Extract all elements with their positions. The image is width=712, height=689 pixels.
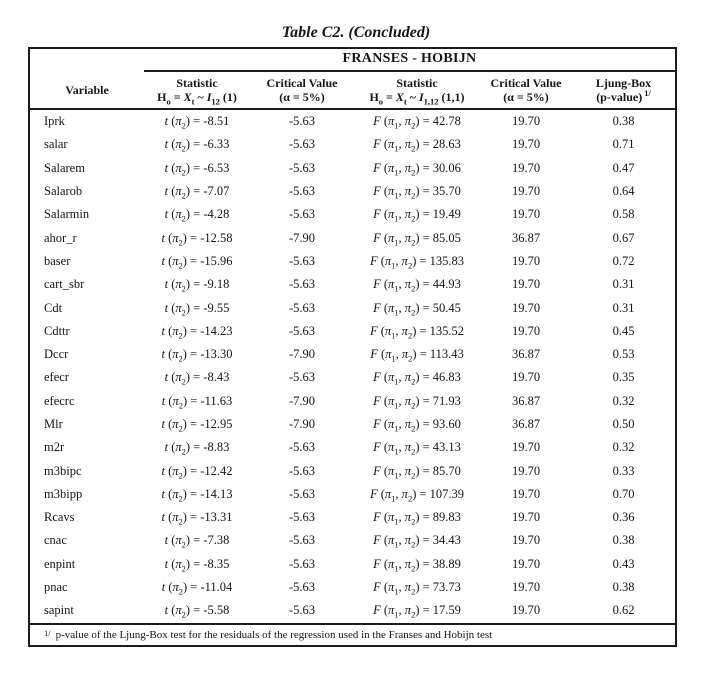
table-row <box>30 250 675 273</box>
ljung-box-cell: 0.31 <box>612 277 635 292</box>
t-statistic-cell: t $(\pi_2) = -12.58$ <box>161 230 233 248</box>
table-row <box>30 390 675 413</box>
t-statistic-cell: t $(\pi_2) = -15.96$ <box>161 253 233 271</box>
t-statistic-cell: t $(\pi_2) = -14.23$ <box>161 323 233 341</box>
variable-cell: baser <box>44 253 71 268</box>
f-statistic-cell: F ($\pi_1$, $\pi_2) = 30.06$ <box>373 160 461 178</box>
critical-value-1-cell: -5.63 <box>288 486 316 501</box>
critical-value-2-cell: 19.70 <box>511 253 541 268</box>
t-statistic-cell: t $(\pi_2) = -6.33$ <box>164 137 230 154</box>
ljung-box-cell: 0.32 <box>612 440 635 455</box>
t-statistic-cell: t $(\pi_2) = -11.63$ <box>161 393 233 411</box>
f-statistic-cell: F ($\pi_1$, $\pi_2) = 43.13$ <box>373 440 461 457</box>
critical-value-1-cell: -7.90 <box>288 347 316 362</box>
critical-value-2-title: Critical Value <box>490 76 562 90</box>
critical-value-2-cell: 19.70 <box>511 463 541 478</box>
t-statistic-cell: t $(\pi_2) = -12.42$ <box>161 463 233 481</box>
table-row <box>30 413 675 436</box>
ljung-box-cell: 0.38 <box>612 114 635 129</box>
ljung-box-cell: 0.53 <box>612 347 635 362</box>
critical-value-1-cell: -5.63 <box>288 533 316 548</box>
variable-cell: Cdt <box>44 300 63 315</box>
critical-value-2-cell: 19.70 <box>511 603 541 618</box>
column-header-critical-value-2 <box>480 72 572 108</box>
ljung-box-cell: 0.32 <box>612 393 635 408</box>
critical-value-2-cell: 36.87 <box>511 393 541 408</box>
critical-value-2-cell: 19.70 <box>511 533 541 548</box>
ljung-box-cell: 0.38 <box>612 580 635 595</box>
column-header-ljung-box <box>572 72 675 108</box>
critical-value-2-cell: 19.70 <box>511 370 541 385</box>
ljung-box-cell: 0.64 <box>612 184 635 199</box>
critical-value-1-cell: -5.63 <box>288 207 316 222</box>
f-statistic-cell: F ($\pi_1$, $\pi_2) = 34.43$ <box>373 533 461 550</box>
variable-cell: Salarem <box>44 160 85 175</box>
variable-cell: enpint <box>44 556 76 571</box>
ljung-box-cell: 0.47 <box>612 160 635 175</box>
f-statistic-cell: F ($\pi_1$, $\pi_2) = 135.83$ <box>369 253 465 271</box>
column-header-row <box>30 72 675 110</box>
ljung-box-cell: 0.38 <box>612 533 635 548</box>
ljung-box-cell: 0.36 <box>612 510 635 525</box>
variable-cell: sapint <box>44 603 74 618</box>
t-statistic-cell: t $(\pi_2) = -5.58$ <box>164 603 230 620</box>
table-row <box>30 133 675 156</box>
ljung-box-cell: 0.58 <box>612 207 635 222</box>
table-row <box>30 553 675 576</box>
table-title: Table C2. (Concluded) <box>281 24 431 41</box>
ljung-box-cell: 0.71 <box>612 137 635 152</box>
ljung-box-cell: 0.31 <box>612 300 635 315</box>
table-row <box>30 366 675 389</box>
f-statistic-cell: F ($\pi_1$, $\pi_2) = 42.78$ <box>373 114 461 131</box>
f-statistic-cell: F ($\pi_1$, $\pi_2) = 38.89$ <box>373 556 461 574</box>
ljung-box-cell: 0.50 <box>612 417 635 431</box>
t-statistic-cell: t $(\pi_2) = -13.30$ <box>161 347 233 364</box>
f-statistic-cell: F ($\pi_1$, $\pi_2) = 135.52$ <box>369 323 465 341</box>
critical-value-1-cell: -5.63 <box>288 510 316 525</box>
ljung-box-cell: 0.72 <box>612 253 635 268</box>
variable-cell: Iprk <box>44 114 65 129</box>
statistic-f-title: Statistic <box>396 76 438 90</box>
critical-value-1-cell: -5.63 <box>288 580 316 595</box>
critical-value-1-cell: -5.63 <box>288 253 316 268</box>
t-statistic-cell: t $(\pi_2) = -6.53$ <box>164 160 230 178</box>
group-header: FRANSES - HOBIJN <box>144 49 675 72</box>
critical-value-2-cell: 36.87 <box>511 230 541 245</box>
critical-value-2-cell: 19.70 <box>511 580 541 595</box>
ljung-box-cell: 0.67 <box>612 230 635 245</box>
table-row <box>30 226 675 249</box>
t-statistic-cell: t $(\pi_2) = -7.38$ <box>164 533 230 550</box>
hypothesis-t: $H_o = X_t$ ~ $I_{12}$ (1) <box>157 90 237 107</box>
critical-value-1-cell: -5.63 <box>288 300 316 315</box>
variable-cell: Salarob <box>44 184 83 199</box>
ljung-box-subtitle: (p-value) $^{1/}$ <box>596 88 651 104</box>
critical-value-1-title: Critical Value <box>266 76 338 90</box>
f-statistic-cell: F ($\pi_1$, $\pi_2) = 46.83$ <box>373 370 461 387</box>
t-statistic-cell: t $(\pi_2) = -7.07$ <box>164 184 230 201</box>
footnote-marker: 1/ <box>644 88 651 98</box>
f-statistic-cell: F ($\pi_1$, $\pi_2) = 28.63$ <box>373 137 461 154</box>
table-row <box>30 273 675 296</box>
table-body <box>30 110 675 623</box>
critical-value-1-cell: -5.63 <box>288 160 316 175</box>
critical-value-2-cell: 19.70 <box>511 556 541 571</box>
alpha-level-2: (α = 5%) <box>503 90 549 104</box>
critical-value-1-cell: -5.63 <box>288 603 316 618</box>
footnote-text: p-value of the Ljung-Box test for the residuals of the regression used in the Franses and Hobijn test <box>55 629 493 641</box>
f-statistic-cell: F ($\pi_1$, $\pi_2) = 17.59$ <box>373 603 461 620</box>
hypothesis-f: $H_o = X_t$ ~ $I_{1,12}$ (1,1) <box>369 90 465 107</box>
f-statistic-cell: F ($\pi_1$, $\pi_2) = 19.49$ <box>373 207 461 224</box>
f-statistic-cell: F ($\pi_1$, $\pi_2) = 93.60$ <box>373 417 461 434</box>
variable-cell: m2r <box>44 440 65 455</box>
variable-cell: Salarmin <box>44 207 90 222</box>
column-header-statistic-f <box>354 72 480 108</box>
t-statistic-cell: t $(\pi_2) = -13.31$ <box>161 510 233 527</box>
t-statistic-cell: t $(\pi_2) = -8.83$ <box>164 440 230 457</box>
t-statistic-cell: t $(\pi_2) = -12.95$ <box>161 417 233 434</box>
variable-cell: efecr <box>44 370 69 385</box>
critical-value-1-cell: -5.63 <box>288 184 316 199</box>
variable-cell: pnac <box>44 580 68 595</box>
critical-value-2-cell: 19.70 <box>511 207 541 222</box>
table-row <box>30 599 675 622</box>
f-statistic-cell: F ($\pi_1$, $\pi_2) = 85.70$ <box>373 463 461 481</box>
f-statistic-cell: F ($\pi_1$, $\pi_2) = 44.93$ <box>373 277 461 294</box>
t-statistic-cell: t $(\pi_2) = -8.43$ <box>164 370 230 387</box>
ljung-box-cell: 0.43 <box>612 556 635 571</box>
table-row <box>30 157 675 180</box>
table-row <box>30 320 675 343</box>
critical-value-2-cell: 19.70 <box>511 114 541 129</box>
variable-cell: Dccr <box>44 347 69 362</box>
critical-value-2-cell: 19.70 <box>511 510 541 525</box>
table-row <box>30 459 675 482</box>
f-statistic-cell: F ($\pi_1$, $\pi_2) = 71.93$ <box>373 393 461 411</box>
group-header-spacer <box>30 49 144 72</box>
variable-cell: Cdttr <box>44 323 70 338</box>
critical-value-1-cell: -5.63 <box>288 463 316 478</box>
critical-value-2-cell: 19.70 <box>511 300 541 315</box>
f-statistic-cell: F ($\pi_1$, $\pi_2) = 35.70$ <box>373 184 461 201</box>
critical-value-1-cell: -5.63 <box>288 114 316 129</box>
column-header-statistic-t <box>144 72 250 108</box>
critical-value-2-cell: 19.70 <box>511 486 541 501</box>
critical-value-1-cell: -5.63 <box>288 323 316 338</box>
variable-cell: ahor_r <box>44 230 77 245</box>
critical-value-2-cell: 19.70 <box>511 277 541 292</box>
critical-value-1-cell: -7.90 <box>288 417 316 431</box>
f-statistic-cell: F ($\pi_1$, $\pi_2) = 89.83$ <box>373 510 461 527</box>
f-statistic-cell: F ($\pi_1$, $\pi_2) = 113.43$ <box>370 347 464 364</box>
variable-cell: Mlr <box>44 417 63 431</box>
variable-cell: cart_sbr <box>44 277 85 292</box>
ljung-box-cell: 0.70 <box>612 486 635 501</box>
critical-value-1-cell: -5.63 <box>288 556 316 571</box>
table-row <box>30 436 675 459</box>
table-row <box>30 110 675 133</box>
critical-value-2-cell: 19.70 <box>511 137 541 152</box>
t-statistic-cell: t $(\pi_2) = -9.55$ <box>164 300 230 318</box>
ljung-box-title: Ljung-Box <box>595 76 652 90</box>
critical-value-1-cell: -5.63 <box>288 137 316 152</box>
ljung-box-cell: 0.33 <box>612 463 635 478</box>
t-statistic-cell: t $(\pi_2) = -14.13$ <box>161 486 233 504</box>
t-statistic-cell: t $(\pi_2) = -8.35$ <box>164 556 230 574</box>
table-row <box>30 506 675 529</box>
variable-cell: m3bipc <box>44 463 82 478</box>
variable-cell: efecrc <box>44 393 75 408</box>
franses-hobijn-table <box>28 47 677 647</box>
critical-value-1-cell: -5.63 <box>288 440 316 455</box>
variable-cell: salar <box>44 137 68 152</box>
critical-value-1-cell: -5.63 <box>288 277 316 292</box>
t-statistic-cell: t $(\pi_2) = -4.28$ <box>164 207 230 224</box>
critical-value-2-cell: 19.70 <box>511 184 541 199</box>
critical-value-1-cell: -7.90 <box>288 393 316 408</box>
alpha-level-1: (α = 5%) <box>279 90 325 104</box>
critical-value-2-cell: 36.87 <box>511 417 541 431</box>
table-row <box>30 296 675 319</box>
table-row <box>30 529 675 552</box>
column-header-critical-value-1 <box>250 72 354 108</box>
table-row <box>30 203 675 226</box>
group-header-row <box>30 49 675 72</box>
critical-value-1-cell: -7.90 <box>288 230 316 245</box>
critical-value-2-cell: 19.70 <box>511 323 541 338</box>
critical-value-2-cell: 19.70 <box>511 160 541 175</box>
f-statistic-cell: F ($\pi_1$, $\pi_2) = 107.39$ <box>369 486 465 504</box>
f-statistic-cell: F ($\pi_1$, $\pi_2) = 50.45$ <box>373 300 461 318</box>
critical-value-2-cell: 36.87 <box>511 347 541 362</box>
table-row <box>30 343 675 366</box>
column-header-variable: Variable <box>65 83 109 97</box>
variable-cell: m3bipp <box>44 486 83 501</box>
f-statistic-cell: F ($\pi_1$, $\pi_2) = 73.73$ <box>373 580 461 597</box>
table-row <box>30 576 675 599</box>
statistic-t-title: Statistic <box>176 76 218 90</box>
t-statistic-cell: t $(\pi_2) = -8.51$ <box>164 114 230 131</box>
t-statistic-cell: t $(\pi_2) = -9.18$ <box>164 277 230 294</box>
table-row <box>30 483 675 506</box>
critical-value-1-cell: -5.63 <box>288 370 316 385</box>
critical-value-2-cell: 19.70 <box>511 440 541 455</box>
ljung-box-cell: 0.35 <box>612 370 635 385</box>
table-row <box>30 180 675 203</box>
ljung-box-cell: 0.62 <box>612 603 635 618</box>
variable-cell: Rcavs <box>44 510 75 525</box>
ljung-box-cell: 0.45 <box>612 323 635 338</box>
t-statistic-cell: t $(\pi_2) = -11.04$ <box>161 580 233 597</box>
variable-cell: cnac <box>44 533 67 548</box>
footnote: 1/ p-value of the Ljung-Box test for the residuals of the regression used in the Franses and Hobijn test <box>30 623 675 645</box>
f-statistic-cell: F ($\pi_1$, $\pi_2) = 85.05$ <box>373 230 461 248</box>
